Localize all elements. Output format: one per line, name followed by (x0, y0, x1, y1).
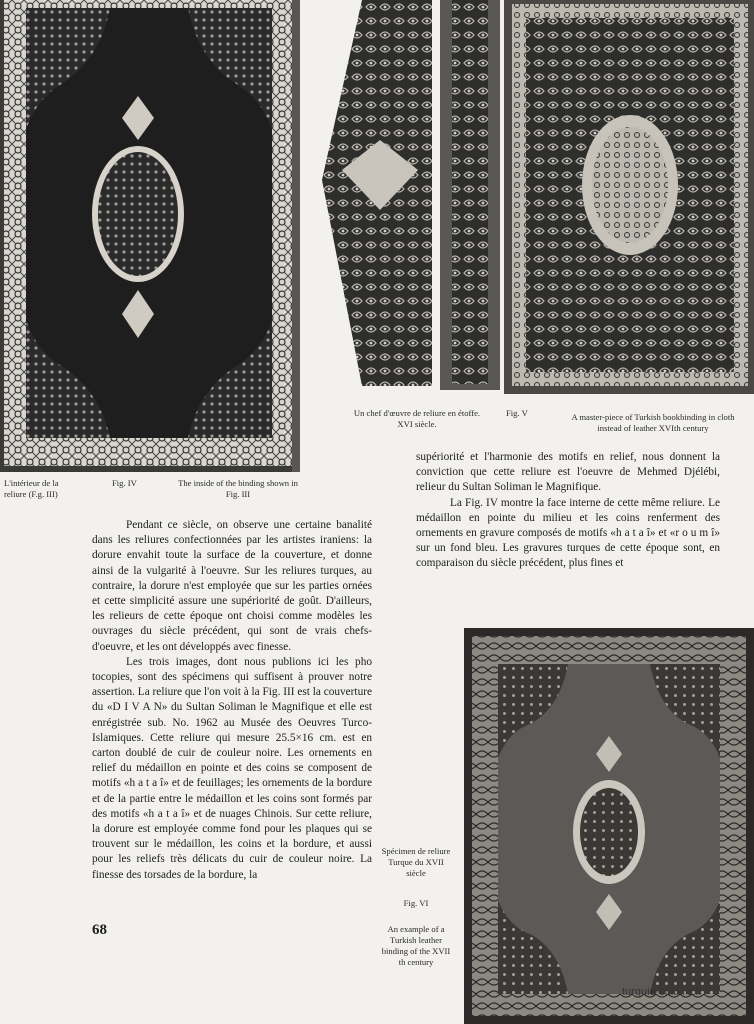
page-number: 68 (92, 922, 107, 938)
right-column (416, 450, 720, 572)
paragraph: supériorité et l'harmonie des motifs en relief, nous donnent la conviction que cette reliure est l'oeuvre de Mehmed Djélébi, relieur du Sultan Soliman le Magnifique. (416, 451, 720, 494)
fig-vi-caption-fr: Spécimen de reliure Turque du XVII siècle (381, 846, 451, 878)
fig-v-caption-fr: Un chef d'œuvre de reliure en étoffe. XVI siècle. (353, 408, 481, 429)
fig-v-photo (322, 0, 754, 394)
site-watermark: turquie-culture.fr (622, 986, 703, 998)
fig-iv-photo (0, 0, 300, 472)
paragraph: Les trois images, dont nous publions ici les pho tocopies, sont des spécimens qui suffisent à prouver notre assertion. La reliure que l'on voit à la Fig. III est la couverture du «D I V A N» du Sultan Soliman le Magnifique et elle est enrégistrée sub. No. 1962 au Musée des Oeuvres Turco-Islamiques. Cette reliure qui mesure 25.5×16 cm. est en carton doublé de cuir de couleur noire. Les ornements en relief du médaillon en pointe et des coins se composent de motifs «h a t a î» et de feuillages; les ornements de la bordure et de la partie entre le médaillon et les coins sont formés par des motifs «h a t a î» et de nuages Chinois. Sur cette reliure, la dorure est employée comme fond pour les plaques qui se trouvent sur le médaillon, les coins et la bordure, et aussi pour les reliefs très délicats du cuir de couleur noire. La finesse des torsades de la bordure, la (92, 655, 372, 881)
fig-vi-photo (464, 628, 754, 1024)
left-column (92, 518, 372, 883)
fig-v-label: Fig. V (506, 408, 528, 418)
paragraph: La Fig. IV montre la face interne de cette même reliure. Le médaillon en pointe du milieu et les coins renferment des ornements en gravure composés de motifs «h a t a î» et «r o u m î» sur un fond bleu. Les gravures turques de cette époque sont, en comparaison du siècle précédent, plus fines et (416, 496, 720, 570)
fig-vi-label: Fig. VI (403, 898, 429, 908)
fig-iv-label: Fig. IV (112, 478, 137, 488)
fig-iv-caption-en: The inside of the binding shown in Fig. III (178, 478, 298, 499)
fig-vi-caption-en: An example of a Turkish leather binding of the XVII th century (381, 924, 451, 967)
fig-iv-caption-fr: L'intérieur de la reliure (F.g. III) (4, 478, 59, 499)
fig-v-caption-en: A master-piece of Turkish bookbinding in cloth instead of leather XVIth century (571, 412, 735, 433)
paragraph: Pendant ce siècle, on observe une certaine banalité dans les reliures confectionnées par les artistes iraniens: la dorure envahit toute la surface de la couverture, et donne ainsi de la vulgarité à l'oeuvre. Sur les reliures turques, au contraire, la dorure n'est employée que sur les parties ornées et cette simplicité assure une supériorité de goût. D'ailleurs, les relieurs de cette époque ont choisi comme modèles les ouvrages du siècle précédent, qui sont de vrais chefs-d'oeuvre, et les ont développés avec finesse. (92, 519, 372, 653)
